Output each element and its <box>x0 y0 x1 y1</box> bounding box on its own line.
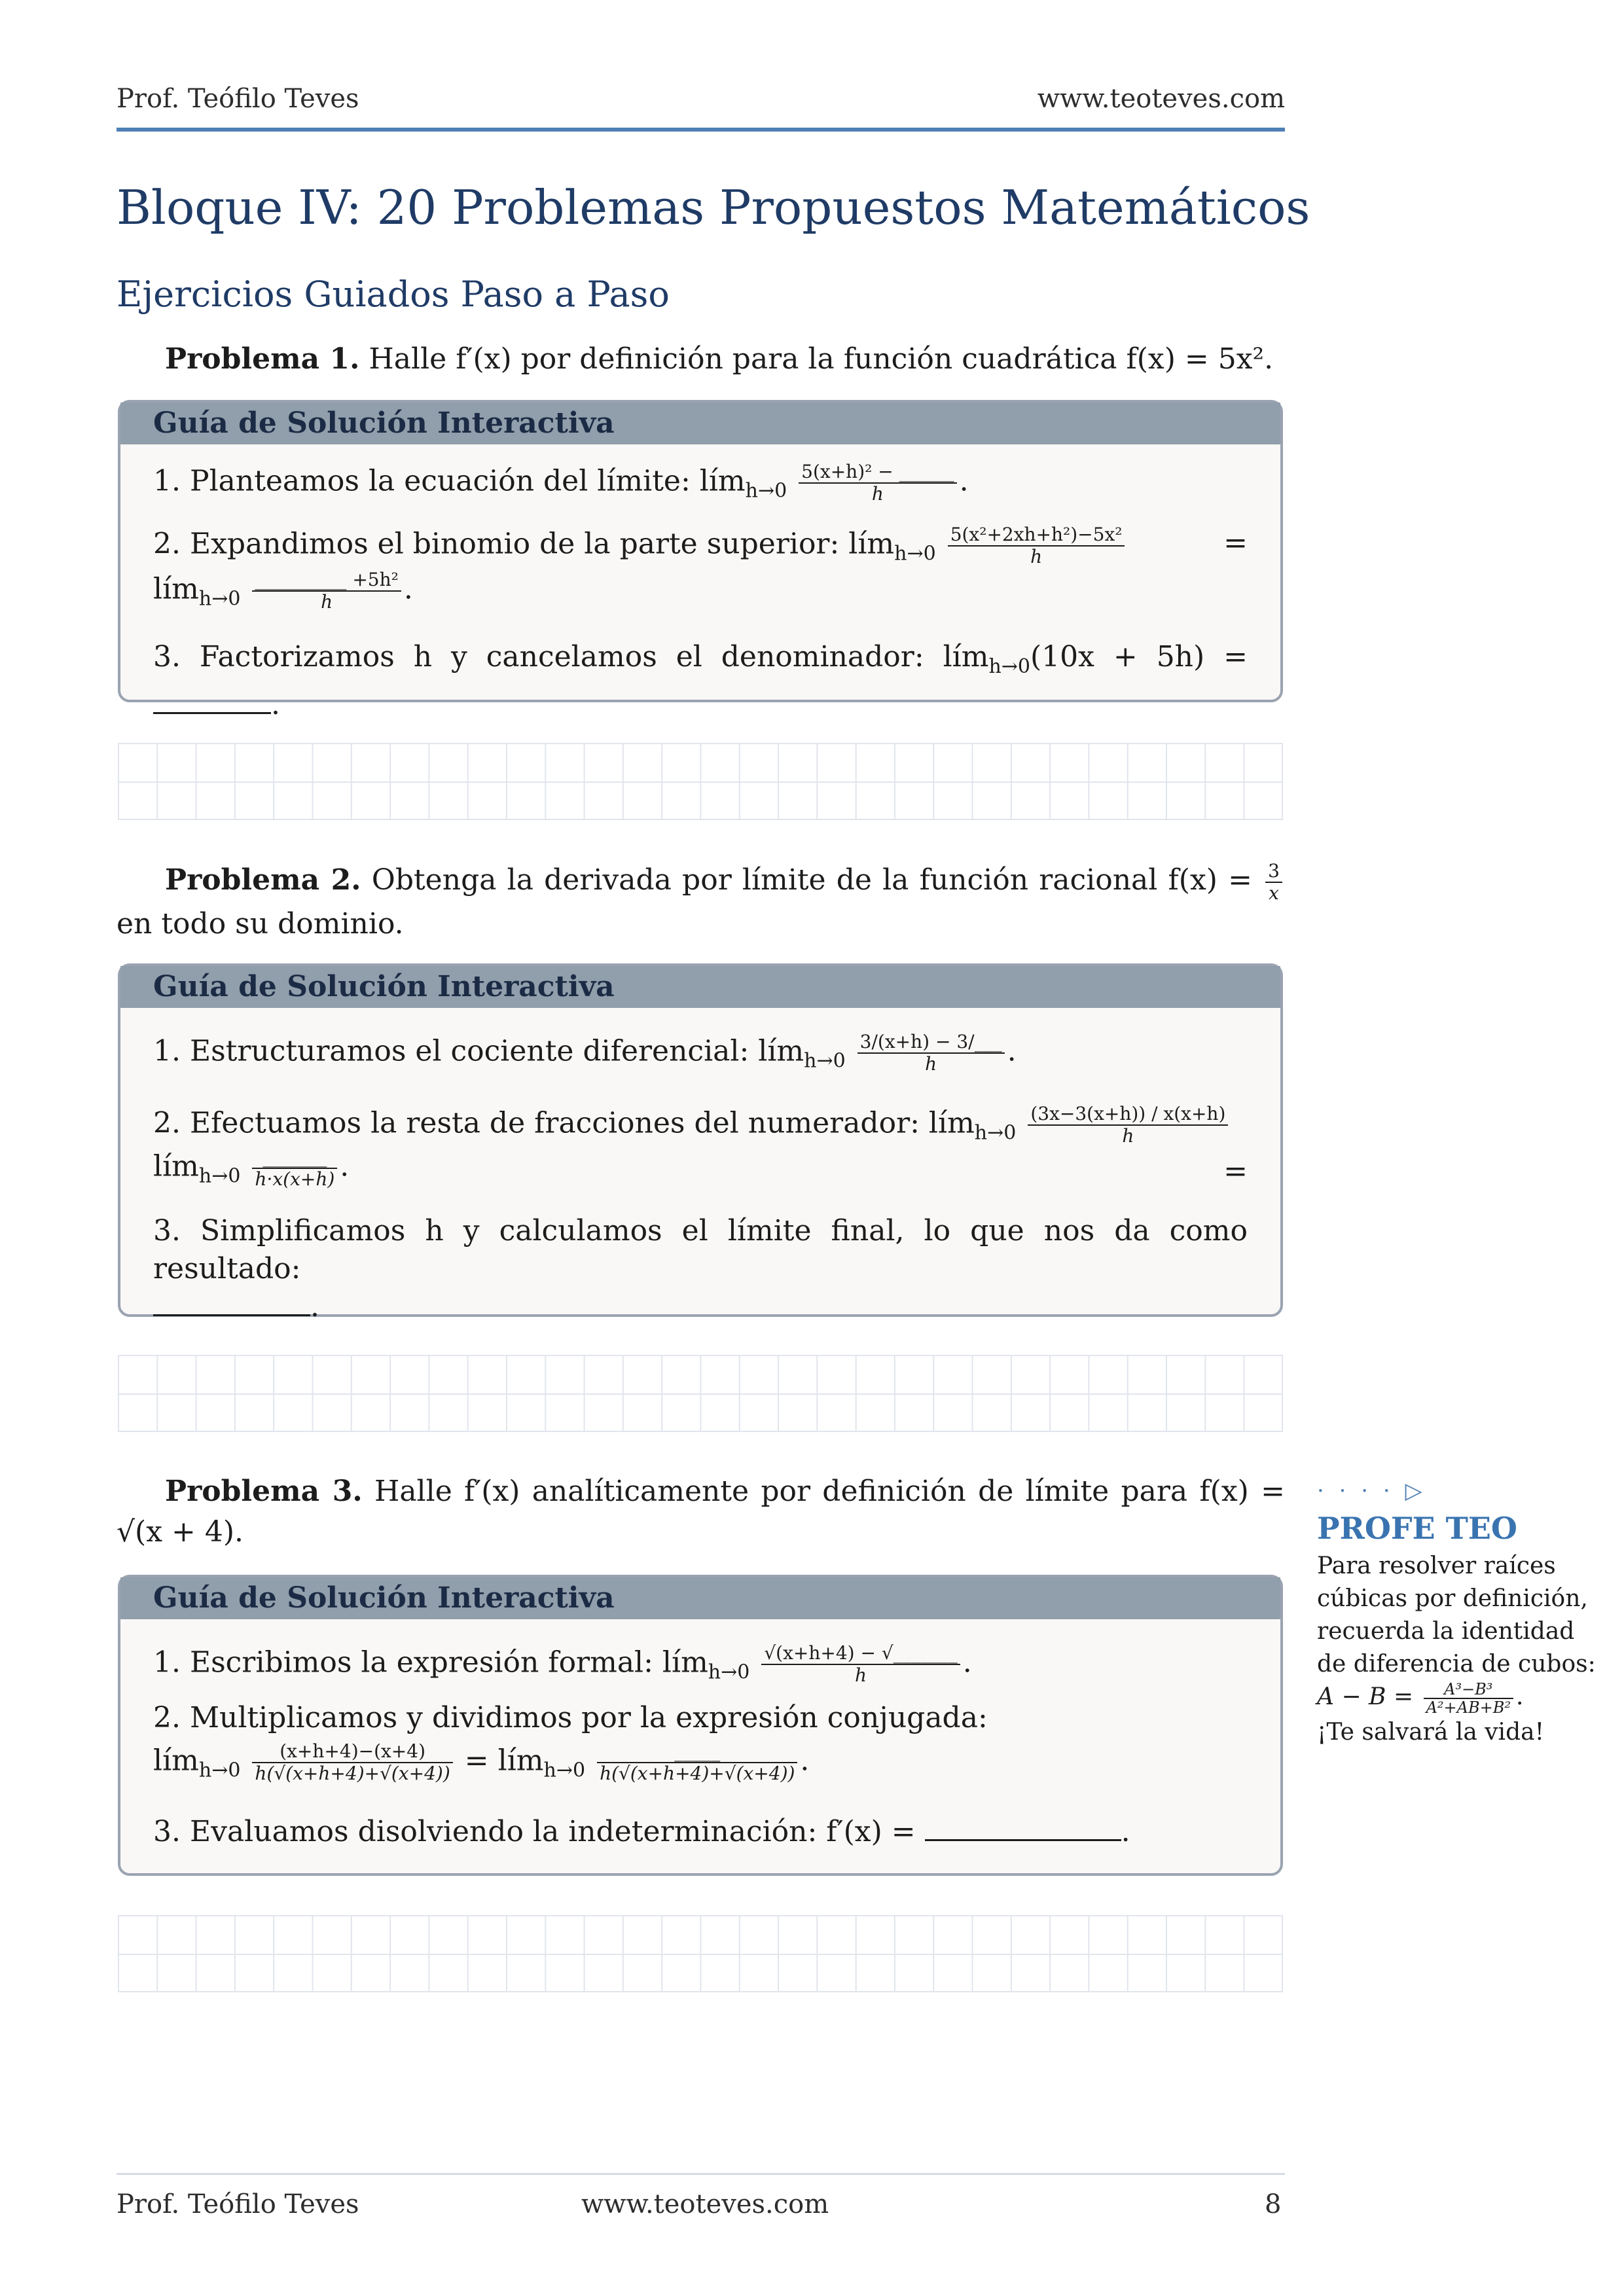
margin-note <box>1317 1478 1598 1749</box>
guide-3-title: Guía de Solución Interactiva <box>120 1577 1280 1619</box>
answer-blank-fraction[interactable]: $\frac{\_\_\_\_\_\_\_}{h\cdot x(x+h)}$ <box>252 1147 337 1190</box>
problem-1 <box>117 339 1285 380</box>
work-grid-2[interactable] <box>118 1355 1283 1432</box>
footer-author: Prof. Teófilo Teves <box>117 2189 359 2219</box>
guide-2-title: Guía de Solución Interactiva <box>120 966 1280 1008</box>
page-title: Bloque IV: 20 Problemas Propuestos Matemáticos <box>117 180 1310 235</box>
header-rule <box>117 128 1285 132</box>
conjugate-fraction: $\frac{(x+h+4)-(x+4)}{h(√(x+h+4)+√(x+4))}$ <box>252 1741 452 1784</box>
problem-3-label: Problema 3. <box>165 1475 363 1508</box>
work-grid-1[interactable] <box>118 743 1283 820</box>
page-number: 8 <box>1265 2189 1282 2219</box>
limit-fraction: $\frac{√(x+h+4) - √\_\_\_\_\_\_\_}{h}$ <box>761 1643 960 1686</box>
problem-2-fraction: $\frac{3}{x}$ <box>1265 861 1282 904</box>
guide-2-step-3: 3. Simplificamos h y calculamos el límite final, lo que nos da como resultado: . <box>153 1214 1248 1323</box>
answer-blank-fraction[interactable]: $\frac{\text{\_\_\_\_\_\_\_\_\_\_ +5h²}}{h}$ <box>252 569 401 613</box>
guide-3-step-2-cont: lím$_{h\to 0}$ $\frac{(x+h+4)-(x+4)}{h(√(x+h+4)+√(x+4))}$ = lím$_{h\to 0}$ $\frac{\_\_\_\_\_}{h(√(x+h+4)+√(x+4))}$ . <box>153 1740 810 1784</box>
footer-rule <box>117 2173 1285 2175</box>
limit-fraction: $\frac{3/(x+h) - 3/\_\_\_}{h}$ <box>857 1031 1005 1075</box>
section-subtitle: Ejercicios Guiados Paso a Paso <box>117 274 670 315</box>
margin-note-title: PROFE TEO <box>1317 1511 1517 1546</box>
limit-fraction: $\frac{\text{5(x+h)² − \_\_\_\_\_\_}}{h}$ <box>799 461 956 505</box>
guide-3-step-3: 3. Evaluamos disolviendo la indeterminación: f′(x) = . <box>153 1815 1130 1848</box>
guide-2-step-1: 1. Estructuramos el cociente diferencial: lím$_{h\to 0}$ $\frac{3/(x+h) - 3/\_\_\_}{h}$ . <box>153 1031 1017 1075</box>
solution-guide-2 <box>118 963 1283 1323</box>
problem-2: Problema 2. Obtenga la derivada por límite de la función racional f(x) = $\frac{3}{x}$ en todo su dominio. <box>117 860 1285 944</box>
problem-3-text: Halle f′(x) analíticamente por definición de límite para f(x) = √(x + 4). <box>117 1475 1285 1549</box>
answer-blank[interactable] <box>153 712 271 714</box>
answer-blank[interactable] <box>925 1839 1121 1841</box>
limit-fraction: $\frac{(3x-3(x+h)) / x(x+h)}{h}$ <box>1028 1103 1228 1147</box>
problem-1-text: Halle f′(x) por definición para la función cuadrática f(x) = 5x². <box>369 342 1274 376</box>
problem-3 <box>117 1471 1285 1552</box>
header-site: www.teoteves.com <box>1037 84 1285 114</box>
problem-1-label: Problema 1. <box>165 342 360 376</box>
guide-3-step-2: 2. Multiplicamos y dividimos por la expresión conjugada: <box>153 1701 988 1734</box>
margin-note-body: Para resolver raíces cúbicas por definición, recuerda la identidad de diferencia de cubos: A − B = $\frac{\text{A³−B³}}{\text{A²+AB+B²}}$ . ¡Te salvará la vida! <box>1317 1552 1596 1746</box>
cubes-formula: $\frac{\text{A³−B³}}{\text{A²+AB+B²}}$ <box>1424 1681 1513 1716</box>
guide-1-title: Guía de Solución Interactiva <box>120 403 1280 444</box>
guide-3-step-1: 1. Escribimos la expresión formal: lím$_{h\to 0}$ $\frac{√(x+h+4) - √\_\_\_\_\_\_\_}{h}$ . <box>153 1642 972 1686</box>
guide-1-step-1: 1. Planteamos la ecuación del límite: lím$_{h\to 0}$ $\frac{\text{5(x+h)² − \_\_\_\_\_\_}}{h}$ . <box>153 461 969 505</box>
work-grid-3[interactable] <box>118 1915 1283 1992</box>
arrow-icon: · · · · ▷ <box>1317 1478 1426 1504</box>
guide-1-step-2: 2. Expandimos el binomio de la parte superior: lím$_{h\to 0}$ $\frac{\text{5(x²+2xh+h²)−5x²}}{h}$ = <box>153 524 1248 567</box>
guide-2-step-2: 2. Efectuamos la resta de fracciones del numerador: lím$_{h\to 0}$ $\frac{(3x-3(x+h)) / x(x+h)}{h}$ = <box>153 1103 1248 1188</box>
solution-guide-1 <box>118 400 1283 721</box>
guide-1-step-2-cont: lím$_{h\to 0}$ $\frac{\text{\_\_\_\_\_\_\_\_\_\_ +5h²}}{h}$ . <box>153 569 413 613</box>
guide-2-step-2-cont: lím$_{h\to 0}$ $\frac{\_\_\_\_\_\_\_}{h\cdot x(x+h)}$ . <box>153 1146 350 1190</box>
answer-blank-fraction[interactable]: $\frac{\_\_\_\_\_}{h(√(x+h+4)+√(x+4))}$ <box>597 1741 797 1784</box>
answer-blank[interactable] <box>153 1314 310 1316</box>
footer-site[interactable]: www.teoteves.com <box>581 2189 829 2219</box>
guide-1-step-3: 3. Factorizamos h y cancelamos el denominador: lím$_{h\to 0}$(10x + 5h) = . <box>153 640 1248 721</box>
solution-guide-3 <box>118 1575 1283 1876</box>
header-author: Prof. Teófilo Teves <box>117 84 359 114</box>
problem-2-label: Problema 2. <box>165 863 361 897</box>
limit-fraction: $\frac{\text{5(x²+2xh+h²)−5x²}}{h}$ <box>948 524 1125 567</box>
